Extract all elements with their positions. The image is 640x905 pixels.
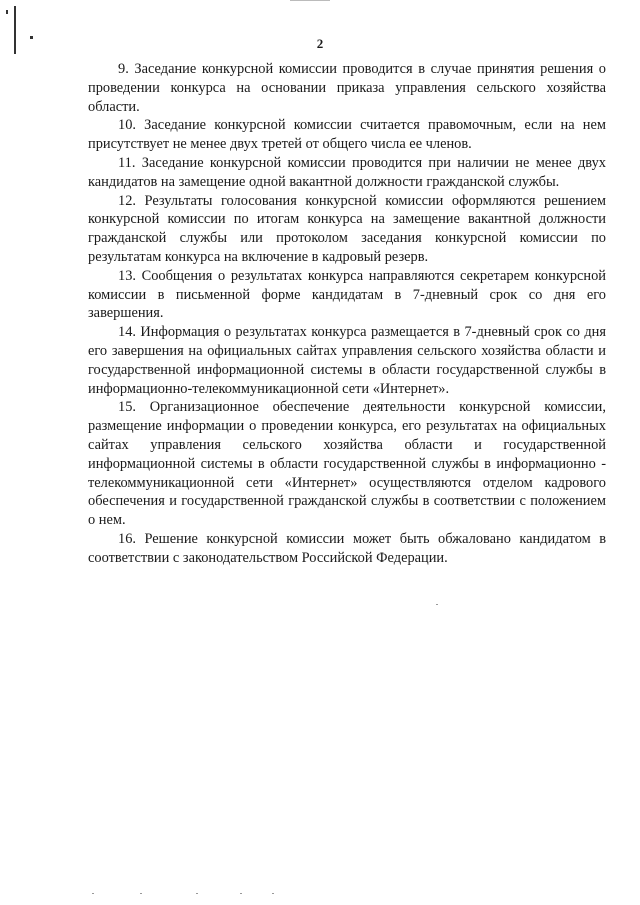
scan-speck <box>272 893 274 894</box>
paragraph-10: 10. Заседание конкурсной комиссии считается правомочным, если на нем присутствует не менее двух третей от общего числа ее членов. <box>88 117 606 153</box>
scan-speck <box>196 893 198 894</box>
paragraph-12: 12. Результаты голосования конкурсной комиссии оформляются решением конкурсной комиссии по итогам конкурса на замещение вакантной должности гражданской службы или протоколом заседания конкурсной комиссии по результатам конкурса на включение в кадровый резерв. <box>88 192 606 265</box>
scan-speck <box>92 893 94 894</box>
document-body <box>88 60 606 568</box>
scan-speck <box>436 604 438 605</box>
paragraph-11: 11. Заседание конкурсной комиссии проводится при наличии не менее двух кандидатов на замещение одной вакантной должности гражданской службы. <box>88 154 606 190</box>
paragraph-16: 16. Решение конкурсной комиссии может быть обжаловано кандидатом в соответствии с законодательством Российской Федерации. <box>88 530 606 566</box>
scan-header-mark <box>290 0 330 1</box>
paragraph-15: 15. Организационное обеспечение деятельности конкурсной комиссии, размещение информации о проведении конкурса, его результатах на официальных сайтах управления сельского хозяйства области и государственной информационной системы в области государственной службы в информационно - телекоммуникационной сети «Интернет» осуществляются отделом кадрового обеспечения и государственной гражданской службы в соответствии с положением о нем. <box>88 399 606 529</box>
scan-speck <box>240 893 242 894</box>
paragraph-9: 9. Заседание конкурсной комиссии проводится в случае принятия решения о проведении конкурса на основании приказа управления сельского хозяйства области. <box>88 61 606 115</box>
scan-speck <box>140 893 142 894</box>
page-number: 2 <box>316 36 324 51</box>
scan-speck <box>6 10 8 14</box>
paragraph-14: 14. Информация о результатах конкурса размещается в 7-дневный срок со дня его завершения на официальных сайтах управления сельского хозяйства области и государственной информационной системы в области государственной службы в информационно-телекоммуникационной сети «Интернет». <box>88 324 606 397</box>
paragraph-13: 13. Сообщения о результатах конкурса направляются секретарем конкурсной комиссии в письменной форме кандидатам в 7-дневный срок со дня его завершения. <box>88 267 606 322</box>
